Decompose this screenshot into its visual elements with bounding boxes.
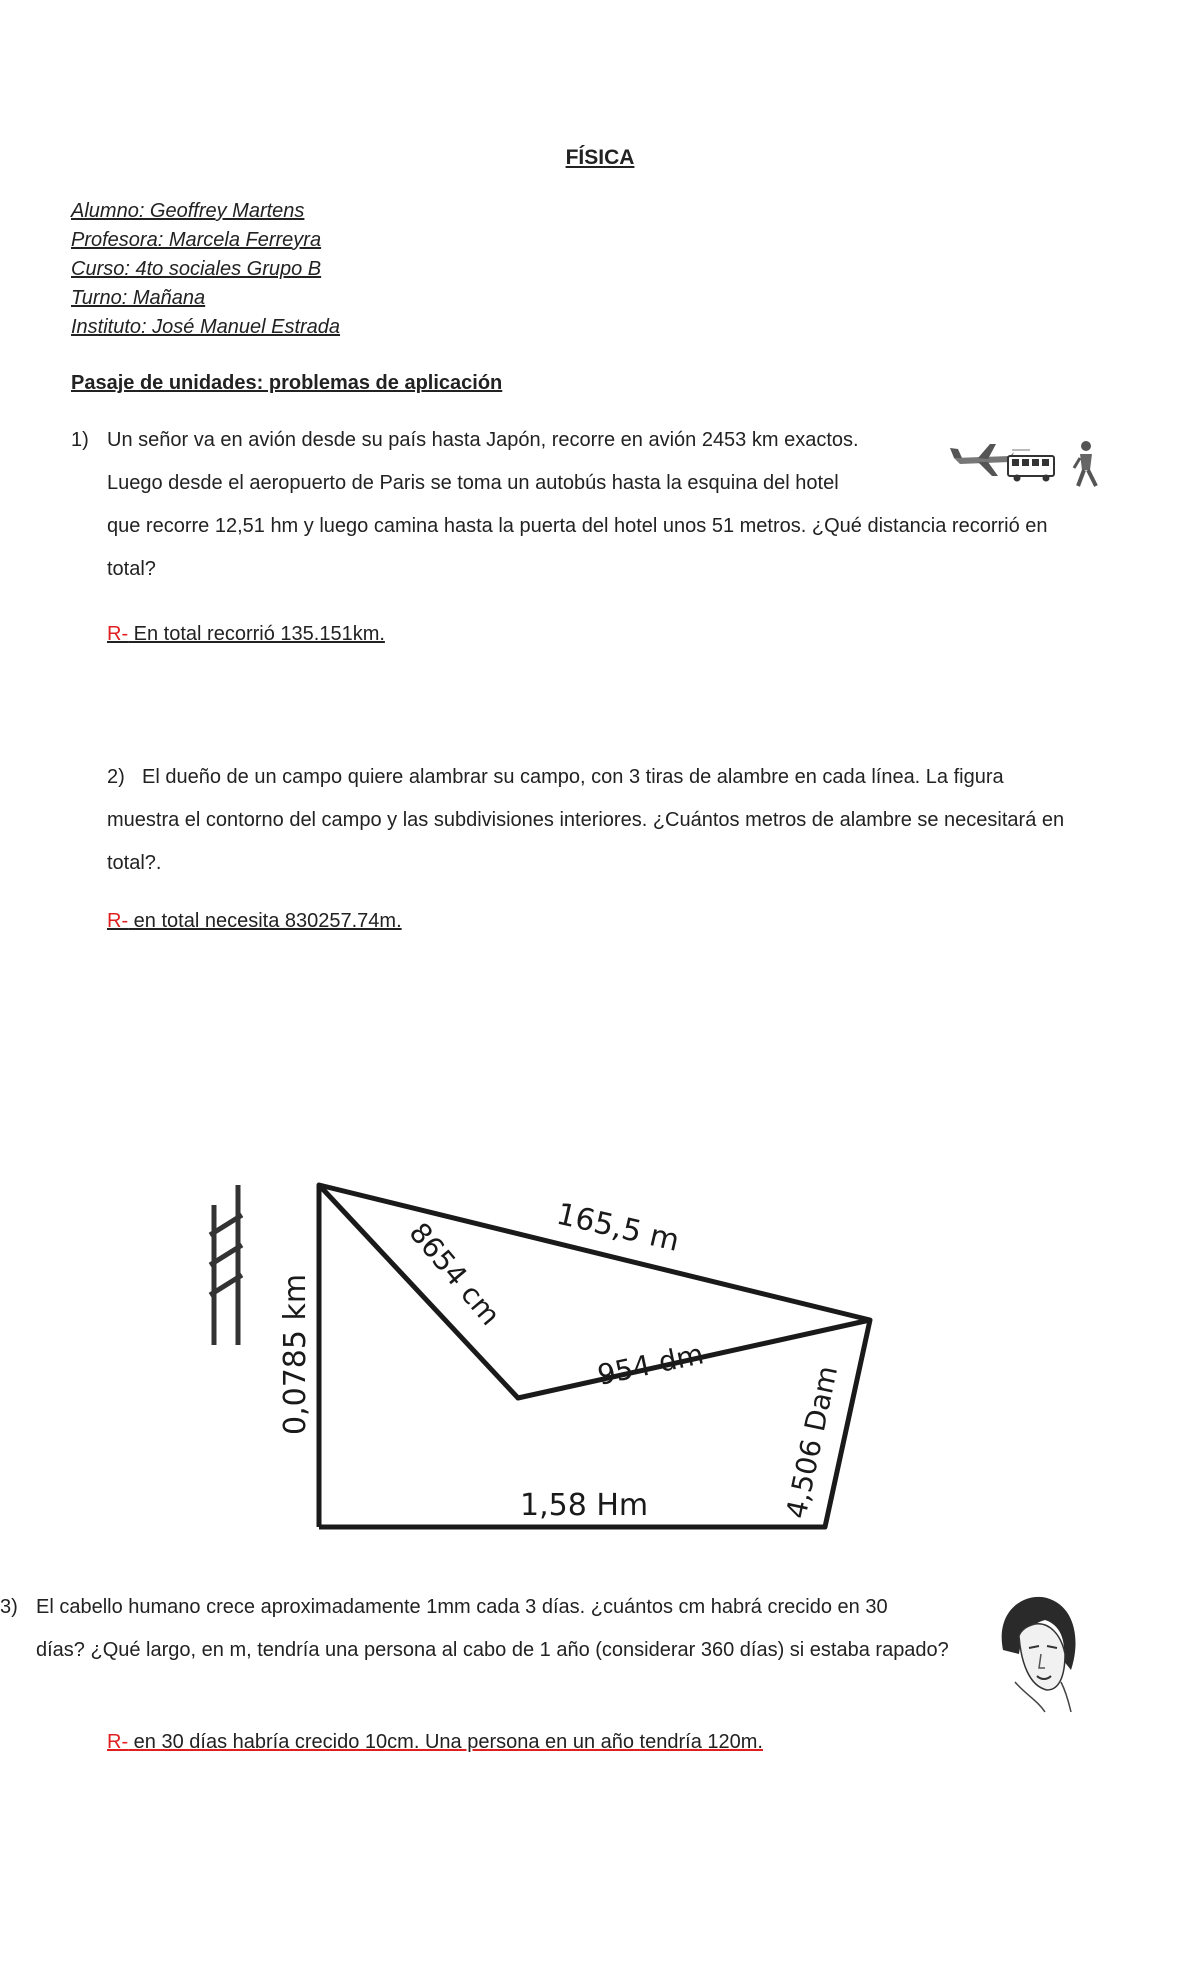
label-left: 0,0785 km — [278, 1273, 313, 1435]
answer-text: En total recorrió 135.151km. — [128, 623, 385, 645]
problem1-line4: total? — [107, 558, 156, 580]
woman-face-icon — [985, 1590, 1085, 1715]
problem2-line3: total?. — [107, 852, 162, 874]
institute-name: Instituto: José Manuel Estrada — [71, 316, 341, 338]
fence-icon — [210, 1185, 242, 1345]
answer-prefix: R- — [107, 1731, 129, 1753]
problem1-line3: que recorre 12,51 hm y luego camina hasta la puerta del hotel unos 51 metros. ¿Qué distancia recorrió en — [107, 515, 1048, 537]
answer-text: en total necesita 830257.74m. — [128, 910, 402, 932]
problem1-line1: Un señor va en avión desde su país hasta Japón, recorre en avión 2453 km exactos. — [107, 429, 859, 451]
answer-prefix: R- — [107, 623, 129, 645]
problem2-number: 2) — [107, 766, 125, 788]
label-diagonal: 8654 cm — [402, 1216, 507, 1332]
course-name: Curso: 4to sociales Grupo B — [71, 258, 322, 280]
problem3-answer — [107, 1731, 763, 1754]
label-middle: 954 dm — [594, 1337, 707, 1392]
section-title: Pasaje de unidades: problemas de aplicación — [71, 372, 503, 394]
plane-bus-walker-icon — [950, 432, 1110, 494]
label-top: 165,5 m — [553, 1196, 683, 1259]
answer-prefix: R- — [107, 910, 129, 932]
student-name: Alumno: Geoffrey Martens — [71, 200, 305, 222]
field-figure — [200, 1145, 940, 1575]
problem2-answer — [107, 910, 402, 933]
problem3-line1: El cabello humano crece aproximadamente 1mm cada 3 días. ¿cuántos cm habrá crecido en 30 — [36, 1596, 888, 1618]
problem1-line2: Luego desde el aeropuerto de Paris se toma un autobús hasta la esquina del hotel — [107, 472, 839, 494]
answer-text: en 30 días habría crecido 10cm. Una persona en un año tendría 120m. — [128, 1731, 763, 1753]
problem1-answer — [107, 623, 385, 646]
label-right: 4,506 Dam — [779, 1362, 845, 1522]
problem2-line2: muestra el contorno del campo y las subdivisiones interiores. ¿Cuántos metros de alambre se necesitará en — [107, 809, 1065, 831]
problem1-number: 1) — [71, 429, 89, 451]
problem3-line2: días? ¿Qué largo, en m, tendría una persona al cabo de 1 año (considerar 360 días) si estaba rapado? — [36, 1639, 949, 1661]
shift-name: Turno: Mañana — [71, 287, 206, 309]
problem2-line1: El dueño de un campo quiere alambrar su campo, con 3 tiras de alambre en cada línea. La figura — [142, 766, 1004, 788]
teacher-name: Profesora: Marcela Ferreyra — [71, 229, 322, 251]
label-bottom: 1,58 Hm — [520, 1488, 649, 1523]
problem3-number: 3) — [0, 1596, 18, 1618]
page-title: FÍSICA — [565, 146, 635, 169]
